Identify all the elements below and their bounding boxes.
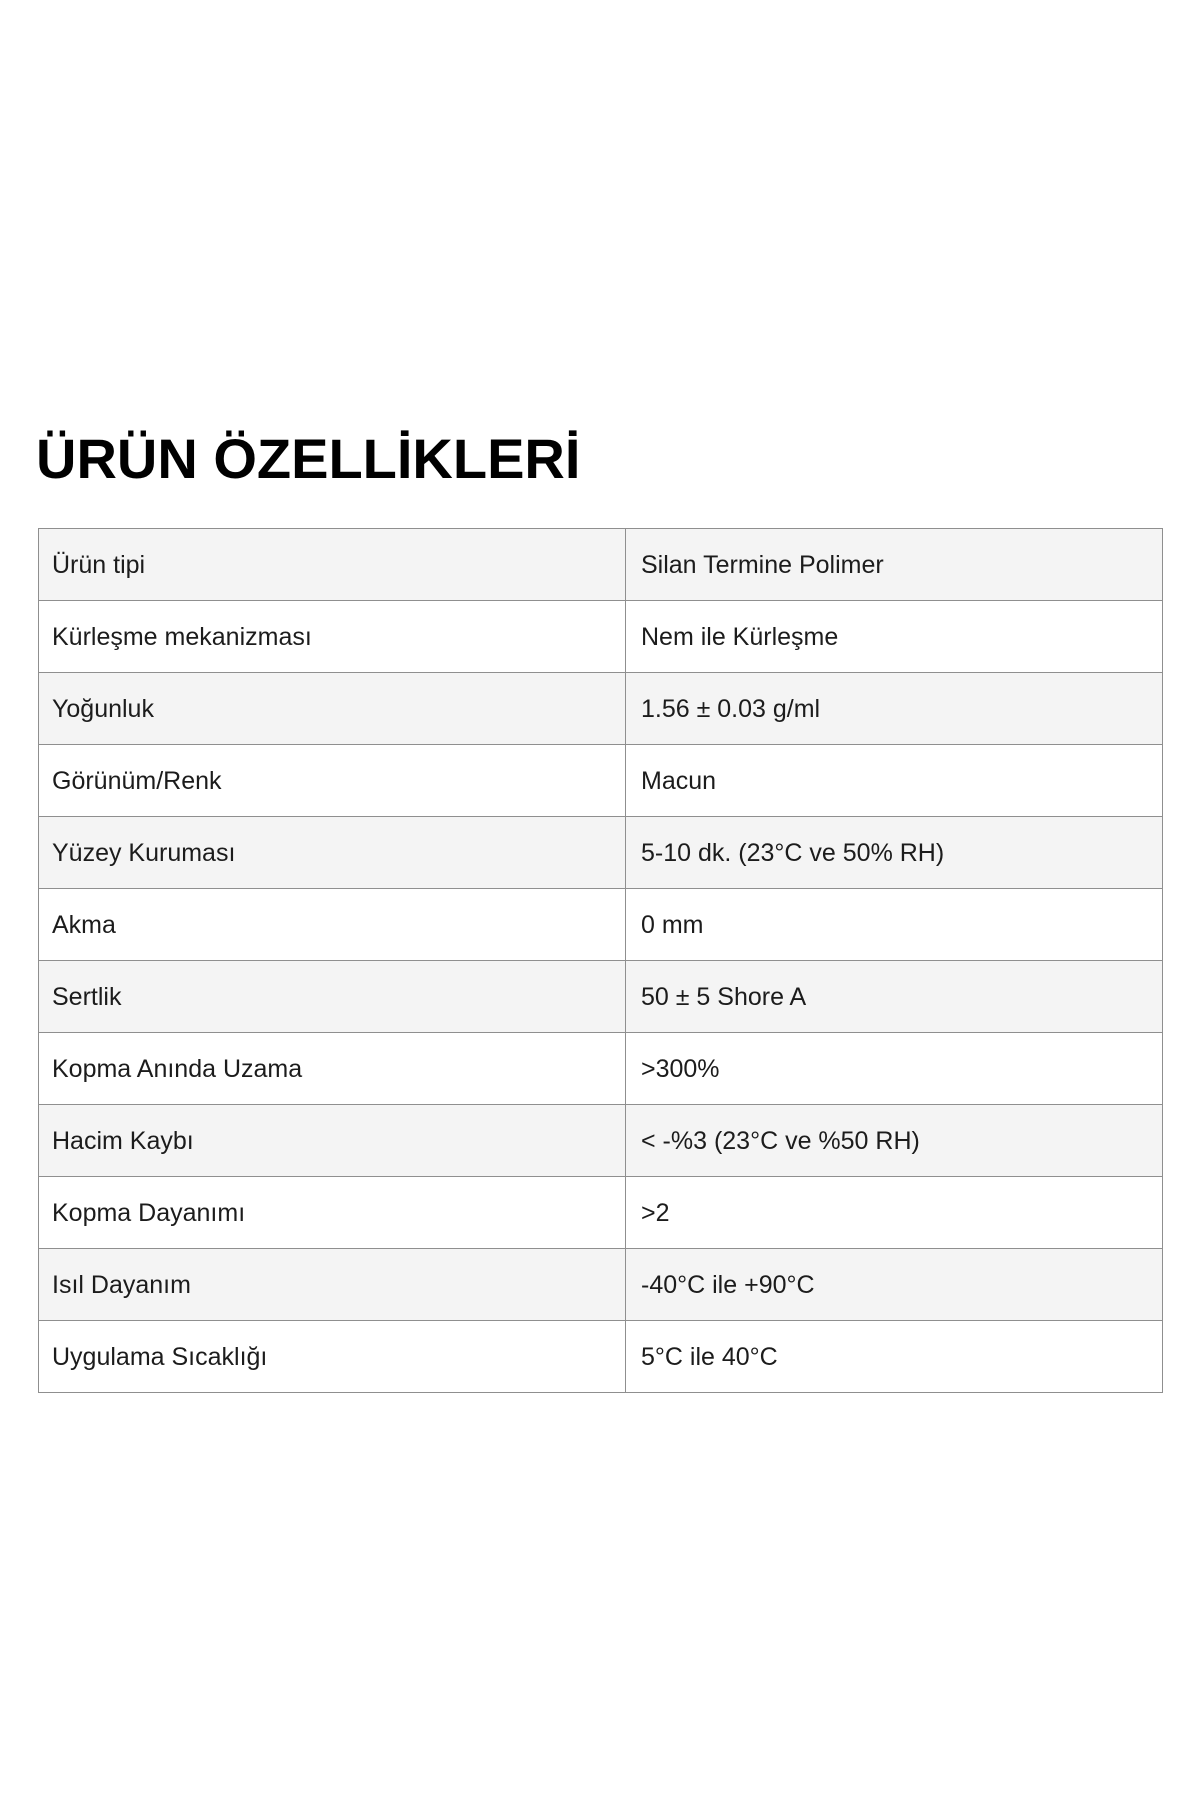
table-row [39,817,1163,889]
row-value: Nem ile Kürleşme [626,601,1163,673]
row-value: >2 [626,1177,1163,1249]
row-label: Yüzey Kuruması [39,817,626,889]
table-row [39,1249,1163,1321]
table-row [39,745,1163,817]
row-label: Yoğunluk [39,673,626,745]
table-row [39,889,1163,961]
page-title: ÜRÜN ÖZELLİKLERİ [36,427,581,490]
row-value: 50 ± 5 Shore A [626,961,1163,1033]
row-value: >300% [626,1033,1163,1105]
table-row [39,961,1163,1033]
row-label: Uygulama Sıcaklığı [39,1321,626,1393]
row-value: 5-10 dk. (23°C ve 50% RH) [626,817,1163,889]
row-label: Sertlik [39,961,626,1033]
row-label: Görünüm/Renk [39,745,626,817]
row-value: -40°C ile +90°C [626,1249,1163,1321]
row-label: Isıl Dayanım [39,1249,626,1321]
product-properties-table [38,528,1163,1393]
row-label: Hacim Kaybı [39,1105,626,1177]
row-value: 1.56 ± 0.03 g/ml [626,673,1163,745]
row-label: Kopma Anında Uzama [39,1033,626,1105]
row-label: Kopma Dayanımı [39,1177,626,1249]
table-row [39,673,1163,745]
row-value: Macun [626,745,1163,817]
row-label: Kürleşme mekanizması [39,601,626,673]
table-row [39,1105,1163,1177]
table-row [39,1177,1163,1249]
table-row [39,1033,1163,1105]
row-label: Akma [39,889,626,961]
row-value: Silan Termine Polimer [626,529,1163,601]
table-row [39,529,1163,601]
row-value: 5°C ile 40°C [626,1321,1163,1393]
table-row [39,601,1163,673]
row-value: < -%3 (23°C ve %50 RH) [626,1105,1163,1177]
table-row [39,1321,1163,1393]
row-label: Ürün tipi [39,529,626,601]
row-value: 0 mm [626,889,1163,961]
